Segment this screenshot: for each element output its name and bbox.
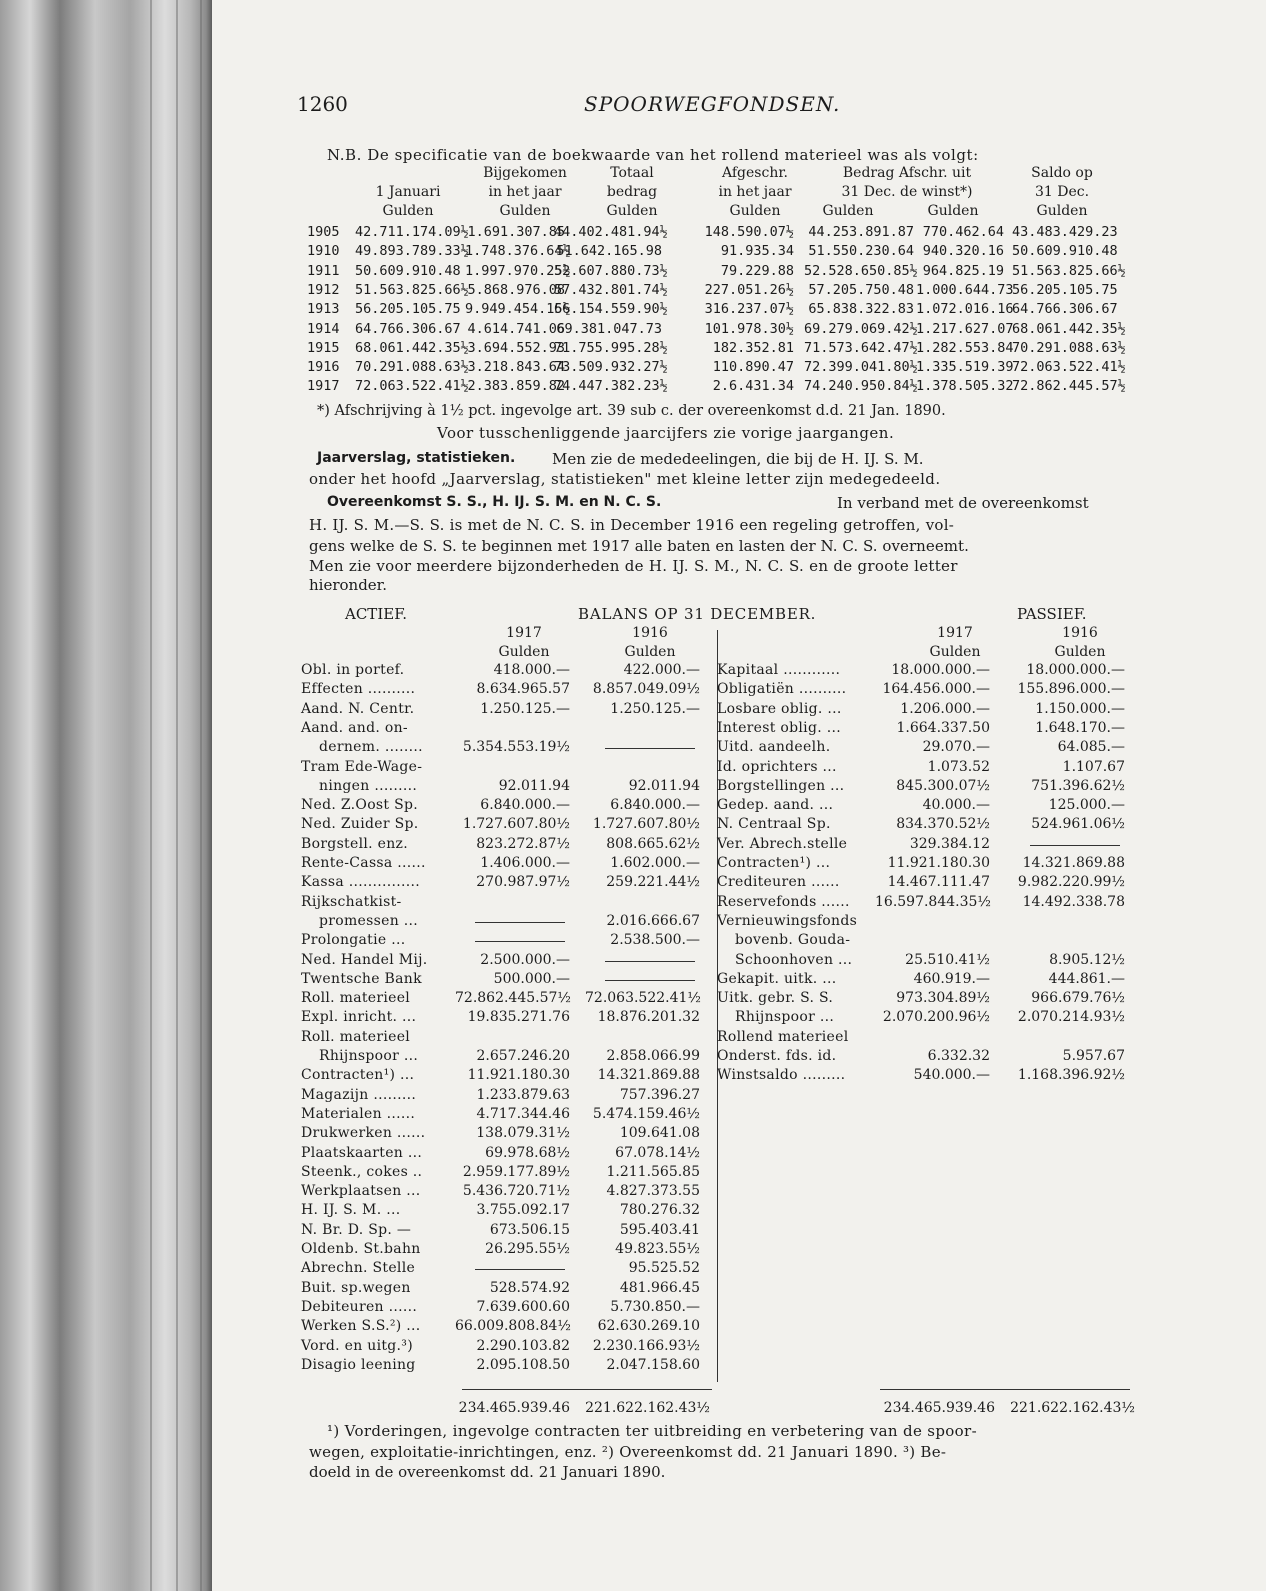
actief-title: ACTIEF. [345, 605, 408, 623]
actief-label: Magazijn ......... [301, 1086, 417, 1103]
nb-footnote: *) Afschrijving à 1½ pct. ingevolge art. 39 sub c. der overeenkomst d.d. 21 Jan. 1890. [317, 403, 946, 419]
overeenkomst-line: In verband met de overeenkomst [837, 494, 1089, 512]
passief-title: PASSIEF. [1017, 605, 1087, 623]
passief-value: 834.370.52½ [896, 816, 990, 833]
actief-value: 109.641.08 [619, 1125, 700, 1142]
nb-cell: 57.432.801.74½ [554, 281, 668, 298]
total-passief-1916: 221.622.162.43½ [1010, 1400, 1135, 1416]
nb-cell: 2.383.859.82 [467, 378, 565, 395]
actief-label: Plaatskaarten ... [301, 1144, 423, 1161]
actief-value: 11.921.180.30 [467, 1067, 570, 1084]
total-rule [462, 1389, 712, 1390]
col-unit: Gulden [929, 644, 981, 660]
actief-label: Oldenb. St.bahn [301, 1241, 421, 1257]
nb-cell: 72.063.522.41½ [1012, 359, 1126, 376]
nb-cell: 56.205.105.75 [1012, 281, 1118, 298]
passief-value: 6.332.32 [927, 1048, 990, 1064]
passief-value: 1.073.52 [927, 758, 990, 775]
actief-value: 138.079.31½ [476, 1125, 570, 1142]
passief-value: 125.000.— [1048, 797, 1125, 814]
passief-label: Reservefonds ...... [717, 893, 850, 910]
nb-cell: 51.550.230.64 [808, 243, 914, 260]
nb-cell: 74.447.382.23½ [554, 378, 668, 395]
actief-label: Abrechn. Stelle [301, 1260, 416, 1277]
actief-value: 2.959.177.89½ [462, 1163, 570, 1180]
actief-value: 6.840.000.— [480, 797, 570, 814]
nb-cell: 4.614.741.06 [467, 320, 565, 337]
actief-label: Disagio leening [301, 1356, 416, 1373]
passief-label: Gedep. aand. ... [717, 797, 834, 814]
nb-cell: 71.573.642.47½ [804, 339, 918, 356]
nb-column-header: in het jaar [488, 184, 562, 200]
passief-value: 973.304.89½ [896, 990, 990, 1007]
nb-cell: 1.378.505.32 [916, 378, 1014, 395]
nb-cell: 52.607.880.73½ [554, 262, 668, 279]
actief-value: 5.436.720.71½ [462, 1183, 570, 1200]
book-spine [0, 0, 212, 1591]
actief-value: 2.657.246.20 [476, 1048, 570, 1064]
passief-label: Ver. Abrech.stelle [717, 835, 848, 852]
actief-label: Werken S.S.²) ... [301, 1318, 421, 1335]
balans-title: BALANS OP 31 DECEMBER. [578, 605, 817, 623]
actief-label: Debiteuren ...... [301, 1298, 418, 1315]
actief-value: 270.987.97½ [476, 874, 570, 891]
col-year-1916: 1916 [632, 625, 668, 641]
passief-value: 5.957.67 [1062, 1048, 1125, 1064]
passief-label: Kapitaal ............ [717, 662, 841, 678]
actief-value: 72.862.445.57½ [455, 990, 571, 1007]
nb-cell: 64.766.306.67 [1012, 301, 1118, 318]
passief-value: 751.396.62½ [1031, 777, 1125, 794]
actief-value: 5.730.850.— [610, 1298, 700, 1315]
nb-cell: 1.748.376.64½ [465, 243, 571, 260]
actief-value: 780.276.32 [619, 1202, 700, 1219]
nb-cell: 1.000.644.73 [916, 281, 1014, 298]
actief-value: 528.574.92 [489, 1279, 570, 1296]
overeenkomst-line: H. IJ. S. M.—S. S. is met de N. C. S. in December 1916 een regeling getroffen, vol- [309, 516, 955, 534]
col-unit: Gulden [498, 644, 550, 660]
passief-value: 16.597.844.35½ [875, 893, 991, 910]
nb-row-year: 1910 [307, 243, 340, 260]
nb-cell: 3.218.843.64 [467, 359, 565, 376]
total-passief-1917: 234.465.939.46 [883, 1400, 995, 1416]
nb-cell: 52.528.650.85½ [804, 262, 918, 279]
total-actief-1916: 221.622.162.43½ [585, 1400, 710, 1416]
nb-cell: 50.609.910.48 [1012, 243, 1118, 260]
actief-label: Contracten¹) ... [301, 1067, 415, 1084]
nb-cell: 72.063.522.41½ [355, 378, 469, 395]
passief-label: Vernieuwingsfonds [717, 912, 858, 929]
nb-cell: 940.320.16 [922, 243, 1004, 260]
actief-value: 8.634.965.57 [476, 681, 570, 698]
actief-label: Ned. Handel Mij. [301, 951, 428, 968]
actief-label: Materialen ...... [301, 1105, 416, 1122]
passief-value: 524.961.06½ [1031, 816, 1125, 833]
nb-row-year: 1913 [307, 301, 340, 318]
actief-value: 2.538.500.— [610, 932, 700, 949]
footnote-line: doeld in de overeenkomst dd. 21 Januari 1890. [309, 1463, 666, 1481]
passief-value: 845.300.07½ [896, 777, 990, 794]
passief-label: Contracten¹) ... [717, 855, 831, 871]
nb-column-header: Afgeschr. [722, 165, 788, 181]
passief-value: 540.000.— [913, 1067, 990, 1084]
actief-value: 757.396.27 [619, 1086, 700, 1103]
actief-label: N. Br. D. Sp. — [301, 1221, 412, 1238]
actief-label: Twentsche Bank [301, 970, 422, 987]
nb-row-year: 1917 [307, 378, 340, 395]
passief-value: 1.150.000.— [1035, 700, 1125, 717]
actief-label: Drukwerken ...... [301, 1125, 426, 1142]
col-unit: Gulden [624, 644, 676, 660]
nb-cell: 51.563.825.66½ [355, 281, 469, 298]
passief-value: 460.919.— [913, 970, 990, 987]
jaarverslag-line: Men zie de mededeelingen, die bij de H. IJ. S. M. [552, 450, 924, 468]
nb-voor: Voor tusschenliggende jaarcijfers zie vorige jaargangen. [437, 424, 895, 442]
nb-row-year: 1905 [307, 224, 340, 240]
passief-label: Winstsaldo ......... [717, 1067, 846, 1084]
empty-value-dash [475, 1269, 565, 1271]
actief-value: 1.602.000.— [610, 855, 700, 871]
actief-value: 500.000.— [493, 970, 570, 987]
nb-cell: 5.868.976.08 [467, 281, 565, 298]
actief-value: 2.047.158.60 [606, 1356, 700, 1373]
actief-value: 8.857.049.09½ [592, 681, 700, 698]
nb-cell: 79.229.88 [720, 262, 794, 279]
nb-cell: 69.279.069.42½ [804, 320, 918, 337]
passief-value: 2.070.200.96½ [882, 1009, 990, 1026]
passief-value: 155.896.000.— [1017, 681, 1125, 698]
actief-value: 92.011.94 [628, 777, 700, 794]
nb-row-year: 1915 [307, 339, 340, 356]
passief-value: 18.000.000.— [1026, 662, 1125, 678]
nb-column-header: bedrag [606, 184, 658, 200]
nb-cell: 1.691.307.85 [467, 224, 565, 240]
actief-value: 69.978.68½ [485, 1144, 570, 1161]
actief-value: 2.500.000.— [480, 951, 570, 968]
nb-cell: 66.154.559.90½ [554, 301, 668, 318]
passief-value: 8.905.12½ [1049, 951, 1125, 968]
nb-column-header: Gulden [927, 203, 979, 219]
passief-label: Crediteuren ...... [717, 874, 840, 891]
nb-cell: 68.061.442.35½ [355, 339, 469, 356]
nb-column-header: Totaal [610, 165, 654, 181]
actief-value: 1.250.125.— [610, 700, 700, 717]
nb-cell: 316.237.07½ [704, 301, 794, 318]
passief-label: Obligatiën .......... [717, 681, 847, 698]
actief-label: Ned. Zuider Sp. [301, 816, 419, 833]
actief-value: 19.835.271.76 [467, 1009, 570, 1026]
actief-value: 2.230.166.93½ [592, 1337, 700, 1354]
actief-label: Effecten .......... [301, 681, 416, 698]
passief-value: 329.384.12 [909, 835, 990, 852]
nb-column-header: Gulden [499, 203, 551, 219]
nb-column-header: Gulden [1036, 203, 1088, 219]
passief-value: 14.467.111.47 [887, 874, 990, 891]
total-rule [880, 1389, 1130, 1390]
actief-value: 26.295.55½ [485, 1241, 570, 1257]
nb-column-header: Bijgekomen [483, 165, 567, 181]
nb-cell: 70.291.088.63½ [355, 359, 469, 376]
actief-value: 2.016.666.67 [606, 912, 700, 929]
passief-value: 1.648.170.— [1035, 719, 1125, 736]
passief-value: 40.000.— [922, 797, 990, 814]
page-title: SPOORWEGFONDSEN. [584, 92, 841, 116]
passief-value: 29.070.— [922, 739, 990, 756]
nb-cell: 9.949.454.15½ [465, 301, 571, 318]
nb-cell: 1.335.519.39 [916, 359, 1014, 376]
nb-cell: 1.072.016.16 [916, 301, 1014, 318]
actief-label: Obl. in portef. [301, 662, 405, 678]
actief-value: 18.876.201.32 [597, 1009, 700, 1026]
actief-value: 1.233.879.63 [476, 1086, 570, 1103]
actief-label: Aand. N. Centr. [301, 700, 415, 717]
passief-value: 14.492.338.78 [1022, 893, 1125, 910]
nb-cell: 91.935.34 [720, 243, 794, 260]
passief-value: 9.982.220.99½ [1017, 874, 1125, 891]
actief-label: Vord. en uitg.³) [301, 1337, 413, 1354]
nb-column-header: Gulden [606, 203, 658, 219]
nb-row-year: 1912 [307, 281, 340, 298]
actief-value: 66.009.808.84½ [455, 1318, 571, 1335]
actief-value: 95.525.52 [628, 1260, 700, 1277]
actief-label: Buit. sp.wegen [301, 1279, 411, 1296]
passief-value: 11.921.180.30 [887, 855, 990, 871]
spine-edge [150, 0, 152, 1591]
actief-value: 67.078.14½ [615, 1144, 700, 1161]
nb-cell: 1.217.627.07 [916, 320, 1014, 337]
passief-value: 2.070.214.93½ [1017, 1009, 1125, 1026]
actief-value: 1.211.565.85 [606, 1163, 700, 1180]
actief-value: 49.823.55½ [615, 1241, 700, 1257]
passief-value: 64.085.— [1057, 739, 1125, 756]
empty-value-dash [605, 961, 695, 963]
actief-value: 62.630.269.10 [597, 1318, 700, 1335]
nb-cell: 72.862.445.57½ [1012, 378, 1126, 395]
jaarverslag-label: Jaarverslag, statistieken. [317, 450, 516, 466]
spine-edge [176, 0, 178, 1591]
actief-label: Aand. and. on- [301, 719, 408, 736]
nb-cell: 51.563.825.66½ [1012, 262, 1126, 279]
nb-cell: 65.838.322.83 [808, 301, 914, 318]
actief-value: 6.840.000.— [610, 797, 700, 814]
passief-label: N. Centraal Sp. [717, 816, 831, 833]
actief-value: 4.717.344.46 [476, 1105, 570, 1122]
actief-label: Borgstell. enz. [301, 835, 408, 852]
passief-value: 1.664.337.50 [896, 719, 990, 736]
nb-cell: 57.205.750.48 [808, 281, 914, 298]
nb-cell: 56.205.105.75 [355, 301, 461, 318]
actief-label: Roll. materieel [301, 1028, 411, 1045]
nb-cell: 44.253.891.87 [808, 224, 914, 240]
passief-value: 25.510.41½ [905, 951, 990, 968]
actief-value: 14.321.869.88 [597, 1067, 700, 1084]
nb-cell: 182.352.81 [712, 339, 794, 356]
actief-label: Rente-Cassa ...... [301, 855, 426, 871]
passief-value: 18.000.000.— [891, 662, 990, 678]
actief-value: 1.727.607.80½ [462, 816, 570, 833]
overeenkomst-label: Overeenkomst S. S., H. IJ. S. M. en N. C. S. [327, 494, 662, 510]
nb-column-header: Gulden [822, 203, 874, 219]
passief-label: bovenb. Gouda- [735, 932, 851, 949]
col-year-1916: 1916 [1062, 625, 1098, 641]
passief-label: Uitd. aandeelh. [717, 739, 831, 756]
nb-row-year: 1911 [307, 262, 340, 279]
nb-cell: 101.978.30½ [704, 320, 794, 337]
actief-value: 418.000.— [493, 662, 570, 678]
nb-cell: 3.694.552.93 [467, 339, 565, 356]
empty-value-dash [475, 922, 565, 924]
actief-value: 595.403.41 [619, 1221, 700, 1238]
actief-value: 2.290.103.82 [476, 1337, 570, 1354]
passief-label: Interest oblig. ... [717, 719, 841, 736]
overeenkomst-line: gens welke de S. S. te beginnen met 1917 alle baten en lasten der N. C. S. overneemt. [309, 537, 969, 555]
nb-cell: 73.509.932.27½ [554, 359, 668, 376]
nb-column-header: Gulden [729, 203, 781, 219]
passief-label: Schoonhoven ... [735, 951, 853, 968]
actief-label: H. IJ. S. M. ... [301, 1202, 401, 1219]
passief-label: Losbare oblig. ... [717, 700, 842, 717]
nb-cell: 68.061.442.35½ [1012, 320, 1126, 337]
nb-cell: 227.051.26½ [704, 281, 794, 298]
overeenkomst-line: Men zie voor meerdere bijzonderheden de H. IJ. S. M., N. C. S. en de groote letter [309, 557, 958, 575]
actief-value: 5.474.159.46½ [592, 1105, 700, 1122]
actief-label: dernem. ........ [319, 739, 423, 756]
actief-value: 823.272.87½ [476, 835, 570, 852]
actief-value: 422.000.— [623, 662, 700, 678]
passief-label: Onderst. fds. id. [717, 1048, 837, 1064]
footnote-line: ¹) Vorderingen, ingevolge contracten ter uitbreiding en verbetering van de spoor- [327, 1422, 977, 1440]
col-year-1917: 1917 [937, 625, 973, 641]
actief-value: 1.727.607.80½ [592, 816, 700, 833]
passief-label: Id. oprichters ... [717, 758, 837, 775]
passief-value: 1.206.000.— [900, 700, 990, 717]
actief-value: 1.250.125.— [480, 700, 570, 717]
passief-value: 1.168.396.92½ [1017, 1067, 1125, 1084]
passief-label: Gekapit. uitk. ... [717, 970, 837, 987]
nb-cell: 44.402.481.94½ [554, 224, 668, 240]
passief-label: Rollend materieel [717, 1028, 849, 1045]
actief-label: promessen ... [319, 912, 419, 929]
actief-value: 1.406.000.— [480, 855, 570, 871]
nb-cell: 1.282.553.84 [916, 339, 1014, 356]
actief-value: 7.639.600.60 [476, 1298, 570, 1315]
nb-column-header: Saldo op [1031, 165, 1093, 181]
nb-column-header: 1 Januari [375, 184, 441, 200]
actief-label: Rijkschatkist- [301, 893, 402, 910]
empty-value-dash [605, 748, 695, 750]
actief-value: 481.966.45 [619, 1279, 700, 1296]
actief-label: Tram Ede-Wage- [301, 758, 423, 775]
page-number: 1260 [297, 92, 348, 116]
nb-cell: 1.997.970.25½ [465, 262, 571, 279]
actief-value: 92.011.94 [498, 777, 570, 794]
actief-label: Rhijnspoor ... [319, 1048, 419, 1064]
nb-cell: 69.381.047.73 [556, 320, 662, 337]
overeenkomst-line: hieronder. [309, 576, 387, 594]
actief-value: 259.221.44½ [606, 874, 700, 891]
col-unit: Gulden [1054, 644, 1106, 660]
passief-value: 1.107.67 [1062, 758, 1125, 775]
passief-value: 966.679.76½ [1031, 990, 1125, 1007]
passief-value: 444.861.— [1048, 970, 1125, 987]
empty-value-dash [475, 941, 565, 943]
nb-cell: 148.590.07½ [704, 224, 794, 240]
nb-column-header: Bedrag Afschr. uit [842, 165, 972, 181]
nb-cell: 70.291.088.63½ [1012, 339, 1126, 356]
passief-value: 14.321.869.88 [1022, 855, 1125, 871]
empty-value-dash [1030, 845, 1120, 847]
passief-value: 164.456.000.— [882, 681, 990, 698]
actief-label: Roll. materieel [301, 990, 411, 1007]
actief-value: 2.095.108.50 [476, 1356, 570, 1373]
passief-label: Rhijnspoor ... [735, 1009, 835, 1026]
actief-label: Werkplaatsen ... [301, 1183, 421, 1200]
nb-cell: 64.766.306.67 [355, 320, 461, 337]
passief-label: Borgstellingen ... [717, 777, 845, 794]
nb-row-year: 1916 [307, 359, 340, 376]
col-year-1917: 1917 [506, 625, 542, 641]
actief-value: 2.858.066.99 [606, 1048, 700, 1064]
footnote-line: wegen, exploitatie-inrichtingen, enz. ²) Overeenkomst dd. 21 Januari 1890. ³) Be- [309, 1443, 947, 1461]
actief-value: 673.506.15 [489, 1221, 570, 1238]
nb-cell: 50.609.910.48 [355, 262, 461, 279]
total-actief-1917: 234.465.939.46 [458, 1400, 570, 1416]
nb-column-header: Gulden [382, 203, 434, 219]
nb-cell: 72.399.041.80½ [804, 359, 918, 376]
nb-cell: 51.642.165.98 [556, 243, 662, 260]
nb-cell: 2.6.431.34 [712, 378, 794, 395]
actief-value: 4.827.373.55 [606, 1183, 700, 1200]
actief-value: 5.354.553.19½ [462, 739, 570, 756]
spine-edge [200, 0, 202, 1591]
actief-value: 72.063.522.41½ [585, 990, 701, 1007]
actief-label: Prolongatie ... [301, 932, 406, 949]
empty-value-dash [605, 980, 695, 982]
nb-intro: N.B. De specificatie van de boekwaarde van het rollend materieel was als volgt: [327, 146, 979, 164]
actief-label: Kassa ............... [301, 874, 421, 891]
nb-cell: 43.483.429.23 [1012, 224, 1118, 240]
nb-column-header: 31 Dec. de winst*) [841, 184, 973, 200]
nb-column-header: 31 Dec. [1034, 184, 1090, 200]
actief-value: 808.665.62½ [606, 835, 700, 852]
nb-cell: 42.711.174.09½ [355, 224, 469, 240]
actief-label: Ned. Z.Oost Sp. [301, 797, 418, 814]
nb-cell: 964.825.19 [922, 262, 1004, 279]
nb-cell: 49.893.789.33½ [355, 243, 469, 260]
actief-label: ningen ......... [319, 777, 418, 794]
passief-label: Uitk. gebr. S. S. [717, 990, 834, 1007]
actief-label: Steenk., cokes .. [301, 1163, 423, 1180]
nb-cell: 110.890.47 [712, 359, 794, 376]
nb-column-header: in het jaar [718, 184, 792, 200]
nb-cell: 71.755.995.28½ [554, 339, 668, 356]
actief-value: 3.755.092.17 [476, 1202, 570, 1219]
actief-label: Expl. inricht. ... [301, 1009, 417, 1026]
jaarverslag-line: onder het hoofd „Jaarverslag, statistieken" met kleine letter zijn medegedeeld. [309, 470, 941, 488]
nb-row-year: 1914 [307, 320, 340, 337]
nb-cell: 770.462.64 [922, 224, 1004, 240]
nb-cell: 74.240.950.84½ [804, 378, 918, 395]
